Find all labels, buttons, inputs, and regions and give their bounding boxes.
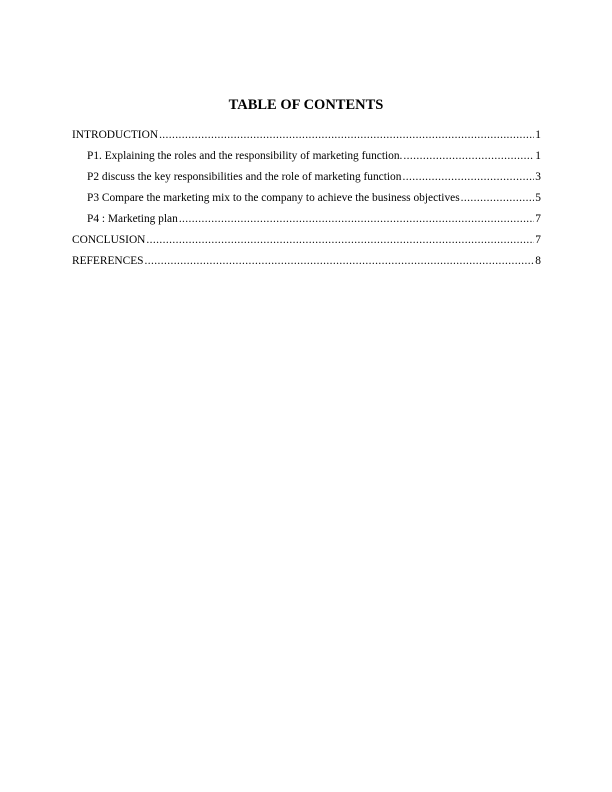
toc-entry-label: P3 Compare the marketing mix to the company to achieve the business objectives [87,192,460,204]
toc-entry-page-number: 7 [535,213,541,225]
toc-entry-label: P1. Explaining the roles and the responsibility of marketing function. [87,150,403,162]
toc-entry-page-number: 1 [535,150,541,162]
dot-leader [179,211,534,227]
toc-entry-label: CONCLUSION [72,234,146,246]
toc-title: TABLE OF CONTENTS [228,97,384,113]
dot-leader [402,169,534,185]
toc-entry-label: REFERENCES [72,255,144,267]
dot-leader [159,127,534,143]
toc-entry-page-number: 5 [535,192,541,204]
toc-entry-introduction[interactable] [72,127,541,148]
toc-entry-p3[interactable] [72,190,541,211]
toc-entry-conclusion[interactable] [72,232,541,253]
dot-leader [461,190,535,206]
toc-entry-references[interactable] [72,253,541,274]
toc-entry-p2[interactable] [72,169,541,190]
dot-leader [403,148,534,164]
toc-entry-page-number: 7 [535,234,541,246]
toc-list [72,127,541,274]
dot-leader [145,253,535,269]
toc-entry-page-number: 3 [535,171,541,183]
toc-entry-page-number: 1 [535,129,541,141]
toc-entry-label: P4 : Marketing plan [87,213,178,225]
toc-entry-p4[interactable] [72,211,541,232]
toc-entry-label: INTRODUCTION [72,129,159,141]
dot-leader [146,232,534,248]
toc-entry-page-number: 8 [535,255,541,267]
toc-entry-label: P2 discuss the key responsibilities and the role of marketing function [87,171,402,183]
toc-entry-p1[interactable] [72,148,541,169]
